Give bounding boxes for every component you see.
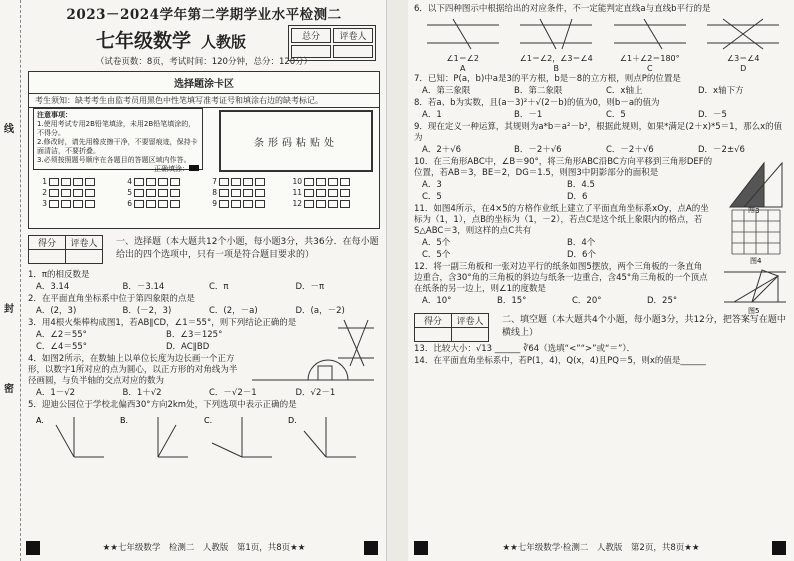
svg-text:图3: 图3	[748, 207, 760, 213]
page-2-content	[412, 0, 790, 561]
total-score-box	[288, 25, 376, 61]
bubble-row: 1 4 7 10	[35, 176, 375, 187]
question-5: 5．迎迪公园位于学校北偏西30°方向2km处，下列选项中表示正确的是	[28, 400, 297, 410]
attention-item: 2.修改时，请先用橡皮擦干净，不要留痕迹，保持卡面清洁，不要折叠。	[37, 138, 198, 155]
page-footer: ★★七年级数学 检测二 人教版 第1页，共8页★★	[102, 543, 306, 553]
svg-text:B.: B.	[120, 416, 129, 425]
question-4: 4．如图2所示，在数轴上以单位长度为边长画一个正方形，以数字1所对应的点为圆心，以正方形的对角线为半径画圆，与负半轴的交点对应的数为	[28, 354, 238, 386]
subject-title: 七年级数学 人教版	[96, 30, 247, 52]
question-9: 9．现在定义一种运算，其规则为a*b＝a²－b²，根据此规则，如果*满足(2＋x)*5＝1，那么x的值为	[414, 122, 783, 143]
option-6d: ∠3＝∠4 D	[697, 17, 791, 73]
question-4-options: A．1－√2 B．1＋√2 C．－√2－1 D．√2－1	[36, 388, 336, 398]
question-14: 14．在平面直角坐标系中，若P(1，4)，Q(x，4)且PQ＝5，则x的值是______	[414, 356, 706, 366]
bubble-row: 3 6 9 12	[35, 198, 375, 209]
figure-5d	[286, 413, 364, 459]
question-5-figures	[34, 413, 382, 459]
question-3-options: A．∠2＝55° B．∠3＝125°	[36, 330, 223, 340]
question-10: 10．在三角形ABC中，∠B＝90°，将三角形ABC沿BC方向平移到三角形DEF的位置，若AB＝3，BE＝2，DG＝1.5，则图3中阴影部分的面积是	[414, 157, 713, 178]
grader-label: 评卷人	[333, 28, 373, 43]
question-10-options-2: C．5 D．6	[422, 192, 588, 202]
question-8-options: A．1 B．－1 C．5 D．－5	[422, 110, 727, 120]
question-9-options: A．2＋√6 B．－2＋√6 C．－2＋√6 D．－2±√6	[422, 145, 745, 155]
grader-cell[interactable]	[333, 45, 373, 58]
attention-box	[33, 108, 203, 173]
question-1-options: A．3.14 B．－3.14 C．π D．－π	[36, 282, 325, 292]
question-2-options: A．(2，3) B．(－2，3) C．(2，－a) D．(a，－2)	[36, 306, 345, 316]
option-6c: ∠1＋∠2＝180° C	[603, 17, 697, 73]
svg-text:D.: D.	[288, 416, 297, 425]
option-6a: ∠1＝∠2 A	[416, 17, 510, 73]
question-11-options-2: C．5个 D．6个	[422, 250, 596, 260]
question-3-options-2: C．∠4＝55° D．AC∥BD	[36, 342, 210, 352]
svg-text:图5: 图5	[748, 307, 760, 314]
figure-5a	[34, 413, 112, 459]
attention-title: 注意事项：	[37, 111, 72, 119]
bubble-row: 2 5 8 11	[35, 187, 375, 198]
section-1-title: 一、选择题（本大题共12个小题，每小题3分，共36分．在每小题给出的四个选项中，只有一项是符合题目要求的）	[116, 237, 379, 260]
page-1	[0, 0, 386, 561]
correct-fill-sample: 正确填涂：	[37, 165, 199, 174]
score-total-label: 总分	[291, 28, 331, 43]
section-2-title: 二、填空题（本大题共4个小题，每小题3分，共12分，把答案写在题中横线上）	[502, 315, 786, 338]
attention-item: 3.必须按照题号顺序在各题目的答题区域内作答。	[37, 156, 191, 164]
grader-cell[interactable]	[452, 328, 489, 342]
question-6: 6．以下四种图示中根据给出的对应条件，不一定能判定直线a与直线b平行的是	[414, 4, 711, 14]
binding-label: 密	[4, 384, 14, 395]
figure-5c	[202, 413, 280, 459]
question-12-options: A．10° B．15° C．20° D．25°	[422, 296, 678, 306]
page-1-content	[26, 0, 382, 561]
page-2	[408, 0, 794, 561]
figure-5	[722, 262, 788, 314]
score-cell[interactable]	[415, 328, 452, 342]
barcode-area: 条形码粘贴处	[219, 110, 373, 172]
section-score-box: 得分 评卷人	[28, 235, 103, 264]
svg-text:图4: 图4	[750, 257, 762, 264]
question-11-options: A．5个 B．4个	[422, 238, 596, 248]
question-6-figures	[416, 17, 790, 73]
question-12: 12．将一副三角板和一张对边平行的纸条如图5摆放，两个三角板的一条直角边重合，含30°角的三角板的斜边与纸条一边重合，含45°角三角板的一个顶点在纸条的另一边上，则∠1的度数是	[414, 262, 708, 294]
section-score-box: 得分 评卷人	[414, 313, 489, 342]
page-footer: ★★七年级数学·检测二 人教版 第2页，共8页★★	[502, 543, 700, 553]
question-8: 8．若a、b为实数，且(a－3)²＋√(2－b)的值为0，则b－a的值为	[414, 98, 660, 108]
question-2: 2．在平面直角坐标系中位于第四象限的点是	[28, 294, 195, 304]
exam-title: 2023－2024学年第二学期学业水平检测二	[66, 7, 342, 23]
score-total-cell[interactable]	[291, 45, 331, 58]
edition: 人教版	[201, 33, 247, 51]
section-1-header	[26, 235, 382, 269]
question-11: 11．如图4所示，在4×5的方格作业纸上建立了平面直角坐标系xOy，点A的坐标为（1，1），点B的坐标为（1，－2），若点C是这个纸上象限内的格点，若S△ABC＝3，则这样的点C共有	[414, 204, 709, 236]
figure-2-number-line	[248, 354, 378, 394]
answer-card	[28, 71, 380, 229]
svg-text:A.: A.	[36, 416, 44, 425]
question-1: 1．π的相反数是	[28, 270, 90, 280]
binding-label: 封	[4, 304, 14, 315]
binding-strip	[0, 0, 21, 561]
figure-5b	[118, 413, 196, 459]
question-3: 3．用4根火柴棒构成图1，若AB∥CD，∠1＝55°，则下列结论正确的是	[28, 318, 297, 328]
attention-item: 1.使用考试专用2B铅笔填涂，未用2B铅笔填涂的，不得分。	[37, 120, 196, 137]
card-note: 考生须知：缺考考生由监考员用黑色中性笔填写准考证号和填涂右边的缺考标记。	[29, 93, 379, 108]
score-cell[interactable]	[29, 250, 66, 264]
option-6b: ∠1＝∠2，∠3＝∠4 B	[510, 17, 604, 73]
question-13: 13．比较大小：√13 ______ ∛64（选填“<”“>”或“＝”）．	[414, 344, 636, 354]
question-7-options: A．第三象限 B．第二象限 C．x轴上 D．x轴下方	[422, 86, 744, 96]
card-title: 选择题涂卡区	[174, 79, 234, 90]
exam-meta: （试卷页数：8页，考试时间：120分钟，总分：120分）	[95, 57, 313, 67]
question-7: 7．已知：P(a，b)中a是3的平方根，b是－8的立方根，则点P的位置是	[414, 74, 681, 84]
figure-4-grid	[726, 206, 788, 264]
section-2-header	[412, 313, 790, 343]
bubble-grid[interactable]	[35, 176, 375, 209]
question-10-options: A．3 B．4.5	[422, 180, 595, 190]
svg-text:C.: C.	[204, 416, 213, 425]
grader-cell[interactable]	[66, 250, 103, 264]
binding-label: 线	[4, 124, 14, 135]
page-gutter	[386, 0, 410, 561]
